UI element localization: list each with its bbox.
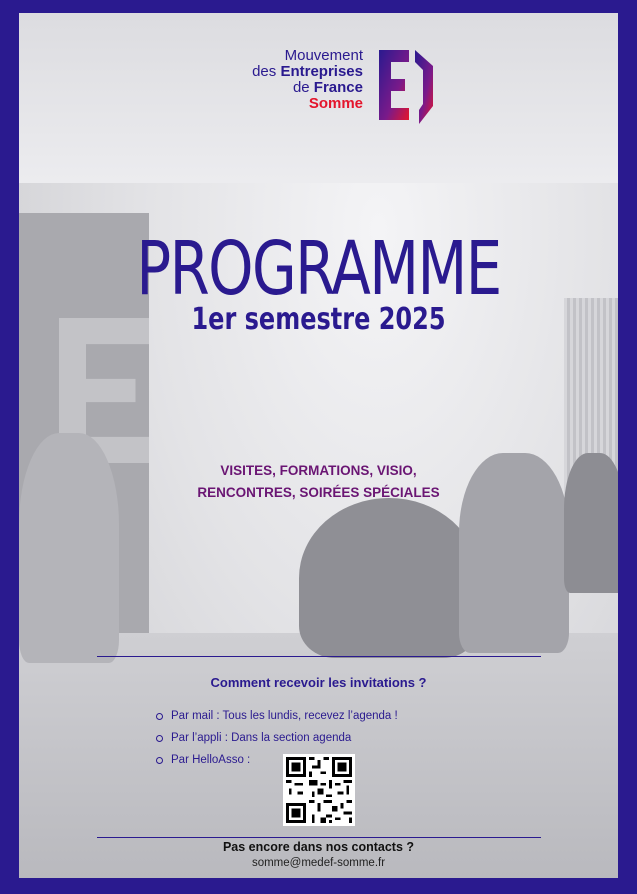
logo-line-1: Mouvement — [284, 47, 363, 64]
contact-heading: Pas encore dans nos contacts ? — [222, 840, 415, 854]
page-subtitle: 1er semestre 2025 — [191, 302, 446, 337]
medef-somme-logo — [209, 48, 449, 138]
list-item-text: Par mail : Tous les lundis, recevez l’agenda ! — [171, 710, 398, 722]
contact-email-link[interactable]: somme@medef-somme.fr — [251, 857, 386, 869]
medef-e-logo-icon — [379, 48, 445, 126]
list-item-text: Par HelloAsso : — [171, 754, 251, 766]
list-item — [156, 727, 398, 749]
tagline-line-2: RENCONTRES, SOIRÉES SPÉCIALES — [197, 485, 440, 500]
divider — [97, 656, 541, 657]
logo-line-3-pre: de — [292, 79, 314, 96]
logo-line-3 — [252, 80, 363, 96]
logo-line-4: Somme — [308, 95, 363, 112]
page-title: PROGRAMME — [136, 226, 501, 312]
tagline-line-1: VISITES, FORMATIONS, VISIO, — [220, 463, 417, 478]
bullet-icon — [156, 735, 163, 742]
qr-code-icon[interactable] — [283, 754, 355, 826]
logo-line-3-bold: France — [313, 79, 363, 96]
bullet-icon — [156, 713, 163, 720]
logo-line-2 — [252, 64, 363, 80]
bullet-icon — [156, 757, 163, 764]
list-item — [156, 705, 398, 727]
list-item — [156, 749, 398, 771]
cover-background-photo — [19, 13, 618, 878]
invitations-list — [156, 705, 398, 771]
logo-line-2-pre: des — [252, 63, 281, 80]
background-person — [299, 498, 479, 658]
logo-line-2-bold: Entreprises — [280, 63, 363, 80]
logo-text — [252, 48, 363, 112]
invitations-heading: Comment recevoir les invitations ? — [210, 675, 427, 690]
list-item-text: Par l’appli : Dans la section agenda — [171, 732, 352, 744]
activities-tagline — [19, 460, 618, 504]
divider — [97, 837, 541, 838]
